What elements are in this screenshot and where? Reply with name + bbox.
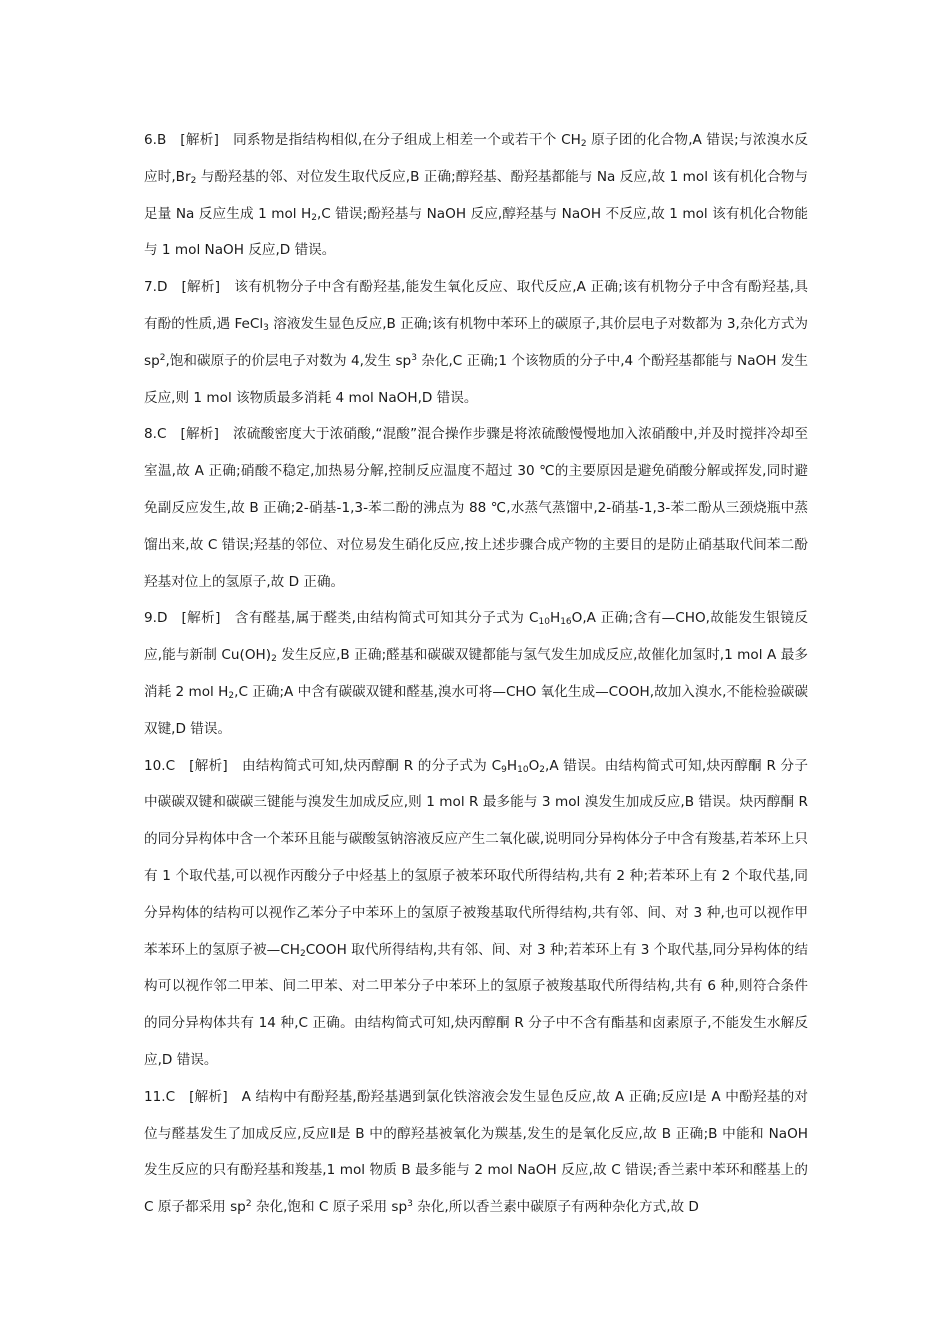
answer-text: A 结构中有酚羟基,酚羟基遇到氯化铁溶液会发生显色反应,故 A 正确;反应Ⅰ是 A 中酚羟基的对位与醛基发生了加成反应,反应Ⅱ是 B 中的醇羟基被氧化为羰基,发生的是氧化反应,故 B 正确;B 中能和 NaOH 发生反应的只有酚羟基和羧基,1 mol 物质 B 最多能与 2 mol NaOH 反应,故 C 错误;香兰素中苯环和醛基上的 C 原子都采用 $sp^2$ 杂化,饱和 C 原子采用 $sp^3$ 杂化,所以香兰素中碳原子有两种杂化方式,故 D [144,1088,809,1216]
analysis-tag: [解析] [189,757,228,774]
analysis-tag: [解析] [181,279,221,296]
answer-9 [144,600,808,747]
answer-number: 6.B [144,132,167,148]
analysis-tag: [解析] [189,1088,228,1105]
analysis-tag: [解析] [181,610,221,627]
answer-7 [144,269,808,416]
answer-number: 9.D [144,610,168,627]
answer-8 [144,416,808,600]
answer-text: 同系物是指结构相似,在分子组成上相差一个或若干个 $CH_2$ 原子团的化合物,A 错误;与浓溴水反应时$,Br_2$ 与酚羟基的邻、对位发生取代反应,B 正确;醇羟基、酚羟基都能与 Na 反应,故 1 mol 该有机化合物与足量 Na 反应生成 1 mol $H_2,C$ 错误;酚羟基与 NaOH 反应,醇羟基与 NaOH 不反应,故 1 mol 该有机化合物能与 1 mol NaOH 反应,D 错误。 [144,132,809,259]
answer-explanations [144,122,808,1226]
answer-number: 8.C [144,426,167,443]
answer-number: 10.C [144,757,176,774]
answer-number: 11.C [144,1088,176,1105]
answer-text: 该有机物分子中含有酚羟基,能发生氧化反应、取代反应,A 正确;该有机物分子中含有酚羟基,具有酚的性质,遇 FeCl$_3$ 溶液发生显色反应,B 正确;该有机物中苯环上的碳原子,其价层电子对数都为 3,杂化方式为 $sp^2$,饱和碳原子的价层电子对数为 4,发生 $sp^3$ 杂化,C 正确;1 个该物质的分子中,4 个酚羟基都能与 NaOH 发生反应,则 1 mol 该物质最多消耗 4 mol NaOH,D 错误。 [144,279,808,406]
answer-10 [144,748,808,1079]
answer-11 [144,1079,808,1226]
answer-text: 由结构简式可知,炔丙醇酮 R 的分子式为 $C_9H_{10}O_2,A$ 错误。由结构简式可知,炔丙醇酮 R 分子中碳碳双键和碳碳三键能与溴发生加成反应,则 1 mol R 最多能与 3 mol 溴发生加成反应,B 错误。炔丙醇酮 R 的同分异构体中含一个苯环且能与碳酸氢钠溶液反应产生二氧化碳,说明同分异构体分子中含有羧基,若苯环上只有 1 个取代基,可以视作丙酸分子中烃基上的氢原子被苯环取代所得结构,共有 2 种;若苯环上有 2 个取代基,同分异构体的结构可以视作乙苯分子中苯环上的氢原子被羧基取代所得结构,共有邻、间、对 3 种,也可以视作甲苯苯环上的氢原子被$—CH_2COOH$ 取代所得结构,共有邻、间、对 3 种;若苯环上有 3 个取代基,同分异构体的结构可以视作邻二甲苯、间二甲苯、对二甲苯分子中苯环上的氢原子被羧基取代所得结构,共有 6 种,则符合条件的同分异构体共有 14 种,C 正确。由结构简式可知,炔丙醇酮 R 分子中不含有酯基和卤素原子,不能发生水解反应,D 错误。 [144,757,808,1068]
analysis-tag: [解析] [180,426,219,443]
analysis-tag: [解析] [180,132,219,148]
answer-6 [144,122,808,269]
answer-text: 含有醛基,属于醛类,由结构简式可知其分子式为 $C_{10}H_{16}O,A$ 正确;含有—CHO,故能发生银镜反应,能与新制 $Cu(OH)_2$ 发生反应,B 正确;醛基和碳碳双键都能与氢气发生加成反应,故催化加氢时,1 mol A 最多消耗 2 mol $H_2,C$ 正确;A 中含有碳碳双键和醛基,溴水可将—CHO 氧化生成—COOH,故加入溴水,不能检验碳碳双键,D 错误。 [144,610,809,737]
answer-text: 浓硫酸密度大于浓硝酸,“混酸”混合操作步骤是将浓硫酸慢慢地加入浓硝酸中,并及时搅拌冷却至室温,故 A 正确;硝酸不稳定,加热易分解,控制反应温度不超过 30 ℃的主要原因是避免硝酸分解或挥发,同时避免副反应发生,故 B 正确;2-硝基-1,3-苯二酚的沸点为 88 ℃,水蒸气蒸馏中,2-硝基-1,3-苯二酚从三颈烧瓶中蒸馏出来,故 C 错误;羟基的邻位、对位易发生硝化反应,按上述步骤合成产物的主要目的是防止硝基取代间苯二酚羟基对位上的氢原子,故 D 正确。 [144,426,808,590]
answer-number: 7.D [144,279,168,296]
